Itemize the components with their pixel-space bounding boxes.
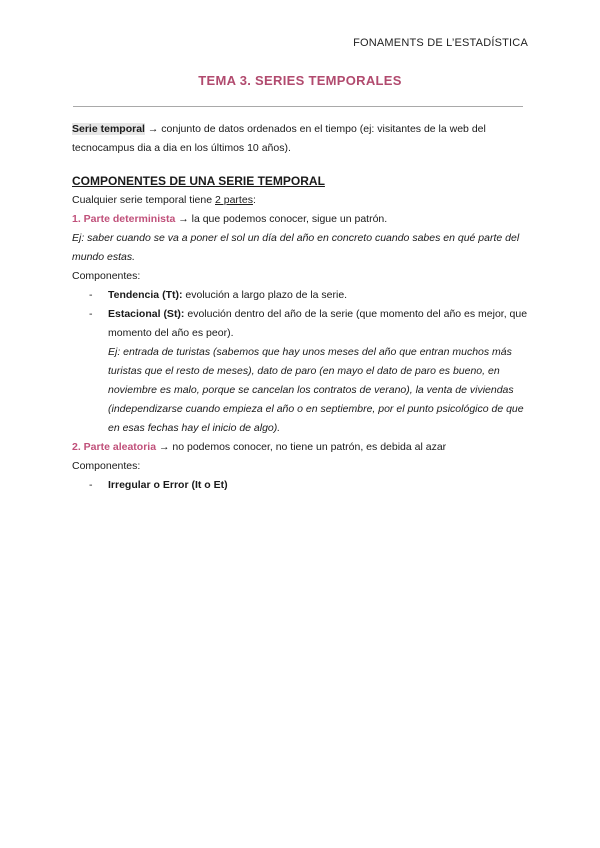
list-item-irregular: [72, 476, 528, 495]
course-header: FONAMENTS DE L’ESTADÍSTICA: [353, 37, 528, 49]
item-text: evolución dentro del año de la serie (que momento del año es mejor, que momento del año es peor).: [108, 308, 528, 339]
lead-underlined: 2 partes: [215, 194, 253, 206]
part1-components-label: Componentes:: [72, 270, 141, 282]
item-name: Irregular o Error (It o Et): [108, 479, 228, 491]
list-item-tendencia: [72, 286, 528, 305]
part2-paragraph: [72, 438, 528, 457]
list-dash: -: [89, 289, 93, 301]
part2-text: → no podemos conocer, no tiene un patrón, es debida al azar: [156, 441, 447, 453]
part1-paragraph: [72, 210, 528, 229]
part1-text: → la que podemos conocer, sigue un patrón.: [175, 213, 388, 225]
seasonal-example: Ej: entrada de turistas (sabemos que hay unos meses del año que entran muchos más turistas que el resto de meses), dato de paro (en mayo el dato de paro es bueno, en noviembre es malo, porque se cancelan los contratos de verano), la venta de viviendas (independizarse cuando empieza el año o en septiembre, por el punto psicológico de que en esas fechas hay el inicio de algo).: [108, 346, 524, 434]
item-name: Estacional (St):: [108, 308, 185, 320]
part1-example: Ej: saber cuando se va a poner el sol un día del año en concreto cuando sabes en qué parte del mundo estas.: [72, 232, 520, 263]
page-title: TEMA 3. SERIES TEMPORALES: [198, 73, 402, 88]
list-item-estacional: [72, 305, 528, 343]
list-dash: -: [89, 479, 93, 491]
section-heading: COMPONENTES DE UNA SERIE TEMPORAL: [72, 174, 325, 188]
intro-paragraph: [72, 120, 528, 158]
intro-term: Serie temporal: [72, 123, 145, 135]
item-name: Tendencia (Tt):: [108, 289, 183, 301]
part1-label: 1. Parte determinista: [72, 213, 176, 225]
title-divider: [73, 106, 523, 107]
intro-text: → conjunto de datos ordenados en el tiempo (ej: visitantes de la web del tecnocampus dia a dia en los últimos 10 años).: [72, 123, 486, 154]
lead-prefix: Cualquier serie temporal tiene: [72, 194, 215, 206]
part2-label: 2. Parte aleatoria: [72, 441, 157, 453]
document-body: [72, 120, 528, 495]
lead-suffix: :: [252, 194, 256, 206]
list-dash: -: [89, 308, 93, 320]
lead-paragraph: [72, 191, 528, 210]
part2-components-label: Componentes:: [72, 460, 141, 472]
item-text: evolución a largo plazo de la serie.: [182, 289, 348, 301]
